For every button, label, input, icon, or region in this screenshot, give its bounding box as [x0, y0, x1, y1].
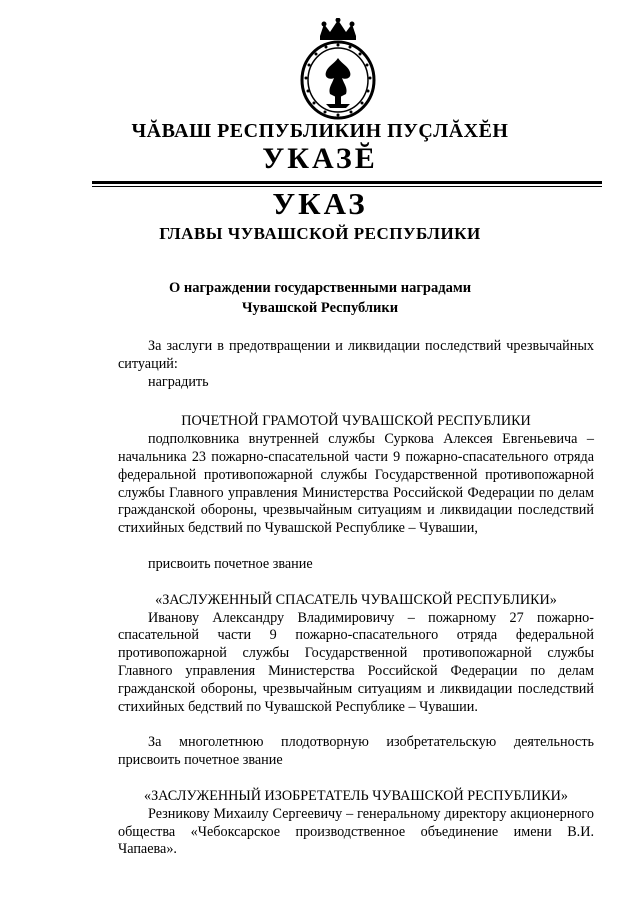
- chuvash-header-line: ЧĂВАШ РЕСПУБЛИКИН ПУÇЛĂХĔН: [131, 120, 509, 142]
- intro2-paragraph: За многолетнюю плодотворную изобретательскую деятельность присвоить почетное звание: [118, 734, 594, 769]
- decree-subject: [0, 278, 640, 318]
- award-verb: наградить: [148, 373, 209, 390]
- award2-title: «ЗАСЛУЖЕННЫЙ СПАСАТЕЛЬ ЧУВАШСКОЙ РЕСПУБЛИКИ»: [155, 591, 557, 608]
- subject-line-2: Чувашской Республики: [241, 300, 399, 316]
- award2-text: Иванову Александру Владимировичу – пожарному 27 пожарно-спасательной части 9 пожарно-спасательного отряда федеральной противопожарной службы Государственной противопожарной службы Главного управления Министерства Российской Федерации по делам гражданской обороны, чрезвычайным ситуациям и ликвидации последствий стихийных бедствий по Чувашской Республике – Чувашии.: [118, 609, 594, 715]
- award1-text: подполковника внутренней службы Суркова Алексея Евгеньевича – начальника 23 пожарно-спасательной части 9 пожарно-спасательного отряда федеральной противопожарной службы Государственной противопожарной службы Главного управления Министерства Российской Федерации по делам гражданской обороны, чрезвычайным ситуациям и ликвидации последствий стихийных бедствий по Чувашской Республике – Чувашии,: [118, 431, 594, 537]
- decree-title: УКАЗ: [272, 186, 368, 221]
- award1-title: ПОЧЕТНОЙ ГРАМОТОЙ ЧУВАШСКОЙ РЕСПУБЛИКИ: [181, 413, 531, 430]
- title-verb: присвоить почетное звание: [148, 555, 313, 572]
- chuvash-decree-title: УКАЗĔ: [262, 142, 378, 175]
- coat-of-arms-icon: [298, 18, 378, 120]
- intro-paragraph: За заслуги в предотвращении и ликвидации последствий чрезвычайных ситуаций:: [118, 338, 594, 372]
- award3-title: «ЗАСЛУЖЕННЫЙ ИЗОБРЕТАТЕЛЬ ЧУВАШСКОЙ РЕСПУБЛИКИ»: [143, 787, 569, 804]
- decree-body: [118, 338, 594, 859]
- award3-text: Резникову Михаилу Сергеевичу – генеральному директору акционерного общества «Чебоксарское производственное объединение имени В.И. Чапаева».: [118, 805, 594, 858]
- subject-line-1: О награждении государственными наградами: [168, 280, 472, 296]
- decree-subtitle: ГЛАВЫ ЧУВАШСКОЙ РЕСПУБЛИКИ: [159, 224, 481, 243]
- header-divider-thick: [92, 181, 602, 184]
